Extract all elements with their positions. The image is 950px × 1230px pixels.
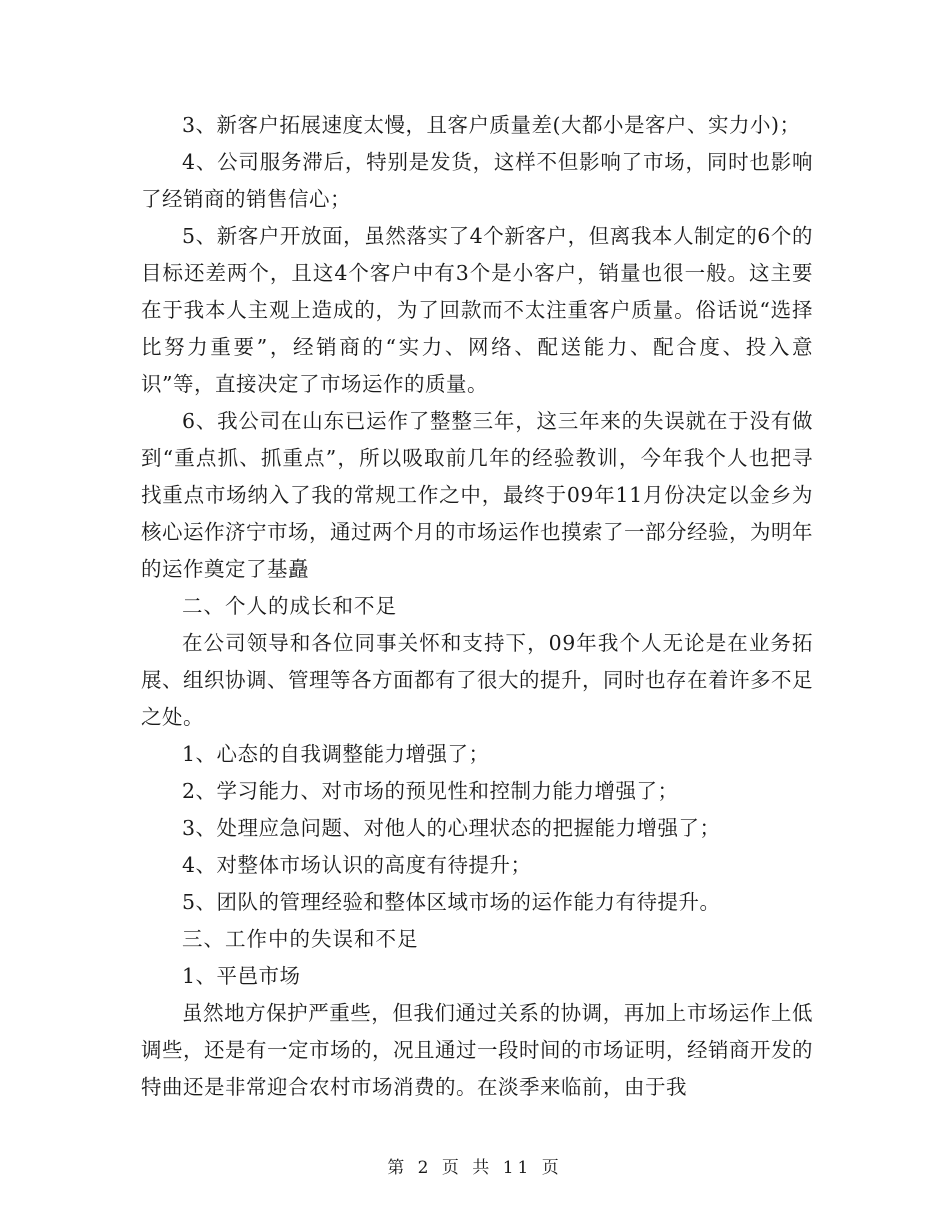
list-item-5: 5、团队的管理经验和整体区域市场的运作能力有待提升。 <box>182 890 721 914</box>
list-item-3: 3、处理应急问题、对他人的心理状态的把握能力增强了； <box>182 816 721 840</box>
list-item-4: 4、对整体市场认识的高度有待提升； <box>182 853 532 877</box>
section-heading-2: 二、个人的成长和不足 <box>182 594 397 618</box>
paragraph-item-3: 3、新客户拓展速度太慢，且客户质量差(大都小是客户、实力小)； <box>182 113 801 137</box>
list-item-2: 2、学习能力、对市场的预见性和控制力能力增强了； <box>182 779 679 803</box>
paragraph-intro: 在公司领导和各位同事关怀和支持下，09年我个人无论是在业务拓展、组织协调、管理等各方面都有了很大的提升，同时也存在着许多不足之处。 <box>141 631 813 729</box>
paragraph-item-6: 6、我公司在山东已运作了整整三年，这三年来的失误就在于没有做到“重点抓、抓重点”，所以吸取前几年的经验教训，今年我个人也把寻找重点市场纳入了我的常规工作之中，最终于09年11月份决定以金乡为核心运作济宁市场，通过两个月的市场运作也摸索了一部分经验，为明年的运作奠定了基矗 <box>141 409 813 581</box>
paragraph-item-5: 5、新客户开放面，虽然落实了4个新客户，但离我本人制定的6个的目标还差两个，且这4个客户中有3个是小客户，销量也很一般。这主要在于我本人主观上造成的，为了回款而不太注重客户质量。俗话说“选择比努力重要”，经销商的“实力、网络、配送能力、配合度、投入意识”等，直接决定了市场运作的质量。 <box>141 224 813 396</box>
subheading-pingyi: 1、平邑市场 <box>182 964 301 988</box>
page-footer: 第 2 页 共 11 页 <box>387 1158 563 1178</box>
paragraph-pingyi: 虽然地方保护严重些，但我们通过关系的协调，再加上市场运作上低调些，还是有一定市场的，况且通过一段时间的市场证明，经销商开发的特曲还是非常迎合农村市场消费的。在淡季来临前，由于我 <box>141 1001 813 1099</box>
document-body <box>141 107 813 1106</box>
section-heading-3: 三、工作中的失误和不足 <box>182 927 419 951</box>
list-item-1: 1、心态的自我调整能力增强了； <box>182 742 490 766</box>
paragraph-item-4: 4、公司服务滞后，特别是发货，这样不但影响了市场，同时也影响了经销商的销售信心； <box>141 150 813 211</box>
